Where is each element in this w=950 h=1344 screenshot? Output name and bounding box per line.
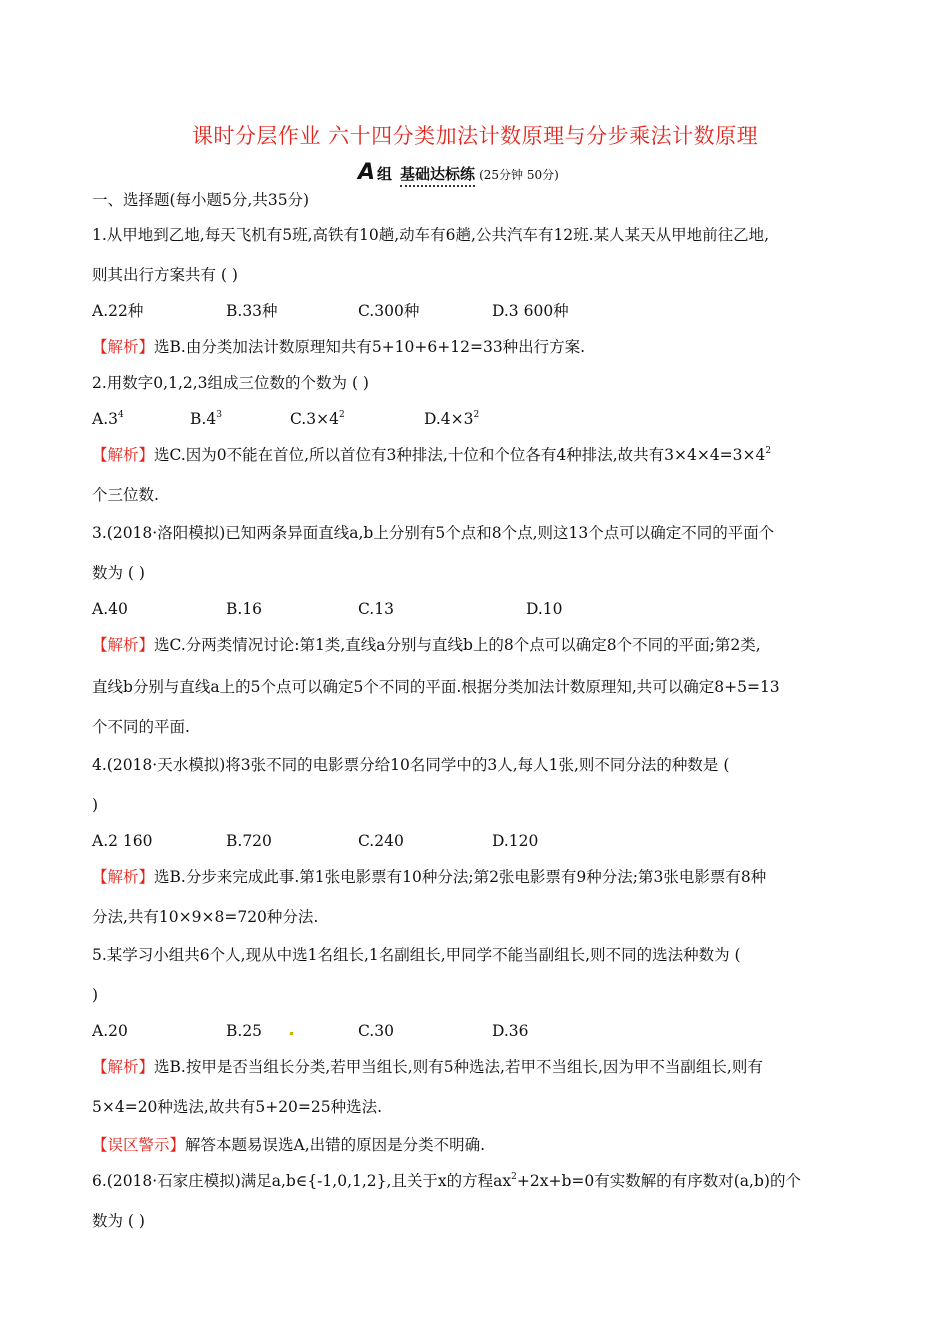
q2-option-a: $A.3^4$ <box>92 410 124 428</box>
q5-stem-line1: 5.某学习小组共6个人,现从中选1名组长,1名副组长,甲同学不能当副组长,则不同的选法种数为 ( <box>92 946 741 964</box>
q3-option-a: A.40 <box>92 600 128 618</box>
q1-solution <box>92 337 585 357</box>
q5-option-a: A.20 <box>92 1022 128 1040</box>
q3-solution-line1 <box>92 635 761 655</box>
q2-solution-text: 选C.因为0不能在首位,所以首位有3种排法,十位和个位各有4种排法,故共有3×4×4=3×4 <box>154 446 766 464</box>
q6-stem-line1: 6.(2018·石家庄模拟)满足a,b∈{-1,0,1,2},且关于x的方程$ax^2+2x+b=0$有实数解的有序数对(a,b)的个 <box>92 1172 801 1190</box>
q2-solution-line2: 个三位数. <box>92 486 159 504</box>
solution-tag: 【解析】 <box>92 1058 155 1076</box>
q4-option-a: A.2 160 <box>92 832 153 850</box>
group-label: 组 <box>377 165 393 183</box>
q3-option-c: C.13 <box>358 600 394 618</box>
q2-option-d: $D.4\times 3^2$ <box>424 410 480 428</box>
group-header <box>358 160 559 184</box>
q1-option-d: D.3 600种 <box>492 302 569 320</box>
q5-warning-text: 解答本题易误选A,出错的原因是分类不明确. <box>185 1136 486 1154</box>
q4-option-c: C.240 <box>358 832 404 850</box>
q1-option-a: A.22种 <box>92 302 144 320</box>
q4-option-b: B.720 <box>226 832 272 850</box>
solution-tag: 【解析】 <box>92 338 155 356</box>
q5-option-b: B.25 <box>226 1022 263 1040</box>
q4-solution-text: 选B.分步来完成此事.第1张电影票有10种分法;第2张电影票有9种分法;第3张电影票有8种 <box>154 868 767 886</box>
q2-option-b: $B.4^3$ <box>190 410 222 428</box>
group-time: (25分钟 50分) <box>479 168 559 182</box>
q2-option-c: $C.3\times 4^2$ <box>290 410 345 428</box>
group-name: 基础达标练 <box>400 163 475 187</box>
speck-mark <box>290 1032 293 1035</box>
q5-solution-line1 <box>92 1057 763 1077</box>
q5-option-d: D.36 <box>492 1022 529 1040</box>
q4-stem-line2: ) <box>92 796 99 814</box>
q1-stem-line1: 1.从甲地到乙地,每天飞机有5班,高铁有10趟,动车有6趟,公共汽车有12班.某人某天从甲地前往乙地, <box>92 226 770 244</box>
q2-stem: 2.用数字0,1,2,3组成三位数的个数为 ( ) <box>92 374 369 392</box>
q4-option-d: D.120 <box>492 832 539 850</box>
solution-tag: 【解析】 <box>92 446 155 464</box>
page-title: 课时分层作业 六十四分类加法计数原理与分步乘法计数原理 <box>191 124 759 148</box>
q4-stem-line1: 4.(2018·天水模拟)将3张不同的电影票分给10名同学中的3人,每人1张,则不同分法的种数是 ( <box>92 756 730 774</box>
q3-stem-line1: 3.(2018·洛阳模拟)已知两条异面直线a,b上分别有5个点和8个点,则这13个点可以确定不同的平面个 <box>92 524 775 542</box>
q3-solution-text: 选C.分两类情况讨论:第1类,直线a分别与直线b上的8个点可以确定8个不同的平面;第2类, <box>154 636 761 654</box>
q5-solution-line2: 5×4=20种选法,故共有5+20=25种选法. <box>92 1098 383 1116</box>
q2-solution-line1 <box>92 445 771 465</box>
q1-stem-line2: 则其出行方案共有 ( ) <box>92 266 238 284</box>
q3-stem-line2: 数为 ( ) <box>92 564 145 582</box>
q6-stem-line2: 数为 ( ) <box>92 1212 145 1230</box>
q2-solution-exponent: 2 <box>765 446 772 456</box>
q3-option-d: D.10 <box>526 600 563 618</box>
solution-tag: 【解析】 <box>92 868 155 886</box>
warning-tag: 【误区警示】 <box>92 1136 186 1154</box>
q5-stem-line2: ) <box>92 986 99 1004</box>
q4-solution-line2: 分法,共有10×9×8=720种分法. <box>92 908 319 926</box>
section-heading: 一、选择题(每小题5分,共35分) <box>92 191 310 209</box>
q5-warning <box>92 1135 485 1155</box>
q3-option-b: B.16 <box>226 600 263 618</box>
group-letter: A <box>358 160 376 185</box>
solution-tag: 【解析】 <box>92 636 155 654</box>
q1-option-c: C.300种 <box>358 302 420 320</box>
q1-solution-text: 选B.由分类加法计数原理知共有5+10+6+12=33种出行方案. <box>154 338 586 356</box>
q5-solution-text: 选B.按甲是否当组长分类,若甲当组长,则有5种选法,若甲不当组长,因为甲不当副组长,则有 <box>154 1058 763 1076</box>
q3-solution-line3: 个不同的平面. <box>92 718 190 736</box>
q4-solution-line1 <box>92 867 766 887</box>
q3-solution-line2: 直线b分别与直线a上的5个点可以确定5个不同的平面.根据分类加法计数原理知,共可以确定8+5=13 <box>92 678 780 696</box>
q5-option-c: C.30 <box>358 1022 394 1040</box>
q1-option-b: B.33种 <box>226 302 278 320</box>
